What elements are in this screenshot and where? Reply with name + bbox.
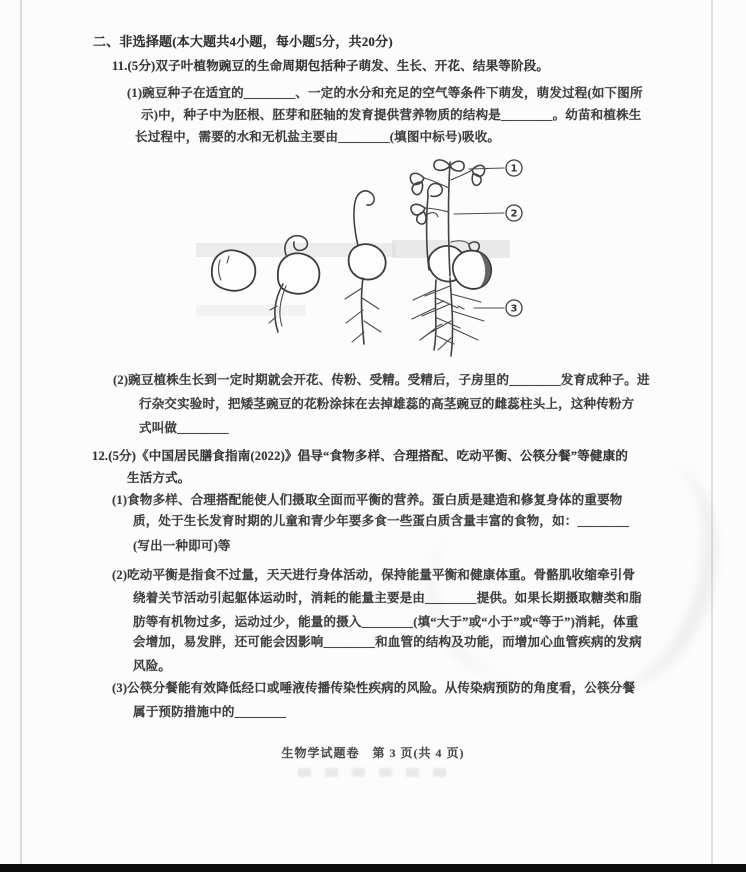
callout-1-label: 1 (510, 163, 518, 175)
germination-stages-drawing (182, 156, 542, 362)
q12-part2-line3: 肪等有机物过多，运动过少，能量的摄入________(填“大于”或“小于”或“等于”)消耗，体重 (133, 615, 639, 629)
stage-1-seed (212, 250, 255, 290)
q11-part2-line2: 行杂交实验时，把矮茎豌豆的花粉涂抹在去掉雄蕊的高茎豌豆的雌蕊柱头上，这种传粉方 (139, 397, 635, 411)
callout-1 (469, 160, 522, 176)
q11-part2-line3: 式叫做________ (139, 421, 229, 435)
q11-part1-line2: 示)中，种子中为胚根、胚芽和胚轴的发育提供营养物质的结构是________。幼苗和植株生 (141, 108, 642, 122)
callout-2-label: 2 (510, 208, 518, 220)
q11-part2-line1: (2)豌豆植株生长到一定时期就会开花、传粉、受精。受精后，子房里的________发育成种子。进 (113, 373, 650, 387)
q11-part1-line3: 长过程中，需要的水和无机盐主要由________(填图中标号)吸收。 (135, 130, 501, 144)
callout-3-label: 3 (510, 303, 518, 315)
q12-part1-line1: (1)食物多样、合理搭配能使人们摄取全面而平衡的营养。蛋白质是建造和修复身体的重要物 (112, 493, 623, 507)
stage-3-hooked-seedling (345, 191, 386, 344)
q12-part2-line2: 绕着关节活动引起躯体运动时，消耗的能量主要是由________提供。如果长期摄取糖类和脂 (133, 591, 642, 605)
q11-part1-line1: (1)豌豆种子在适宜的________、一定的水分和充足的空气等条件下萌发，萌发过程(如下图所 (127, 86, 643, 100)
q12-part2-line1: (2)吃动平衡是指食不过量，天天进行身体活动，保持能量平衡和健康体重。骨骼肌收缩牵引骨 (112, 568, 636, 582)
section-header: 二、非选择题(本大题共4小题，每小题5分，共20分) (93, 34, 393, 49)
seed-germination-figure (182, 156, 542, 362)
q12-part2-line5: 风险。 (133, 659, 172, 673)
scan-edge-line-right (711, 0, 713, 864)
q12-part3-line1: (3)公筷分餐能有效降低经口或唾液传播传染性疾病的风险。从传染病预防的角度看，公筷分餐 (112, 681, 636, 695)
q12-part1-line2: 质，处于生长发育时期的儿童和青少年要多食一些蛋白质含量丰富的食物，如：________ (133, 514, 630, 528)
question-12-stem-line2: 生活方式。 (127, 471, 191, 485)
callout-2 (454, 205, 522, 221)
q12-part3-line2: 属于预防措施中的________ (133, 705, 287, 719)
question-12-stem-line1: 12.(5分)《中国居民膳食指南(2022)》倡导“食物多样、合理搭配、吃动平衡、公筷分餐”等健康的 (92, 449, 629, 463)
page-footer: 生物学试题卷 第 3 页(共 4 页) (281, 746, 465, 760)
q12-part2-line4: 会增加，易发胖，还可能会因影响________和血管的结构及功能，而增加心血管疾病的发病 (133, 635, 642, 649)
q12-part1-line3: (写出一种即可)等 (133, 539, 231, 553)
scan-edge-line-left (20, 0, 22, 864)
question-11-stem: 11.(5分)双子叶植物豌豆的生命周期包括种子萌发、生长、开花、结果等阶段。 (112, 59, 550, 73)
scan-bottom-black-bar (0, 864, 746, 872)
scan-smudge (298, 768, 458, 777)
